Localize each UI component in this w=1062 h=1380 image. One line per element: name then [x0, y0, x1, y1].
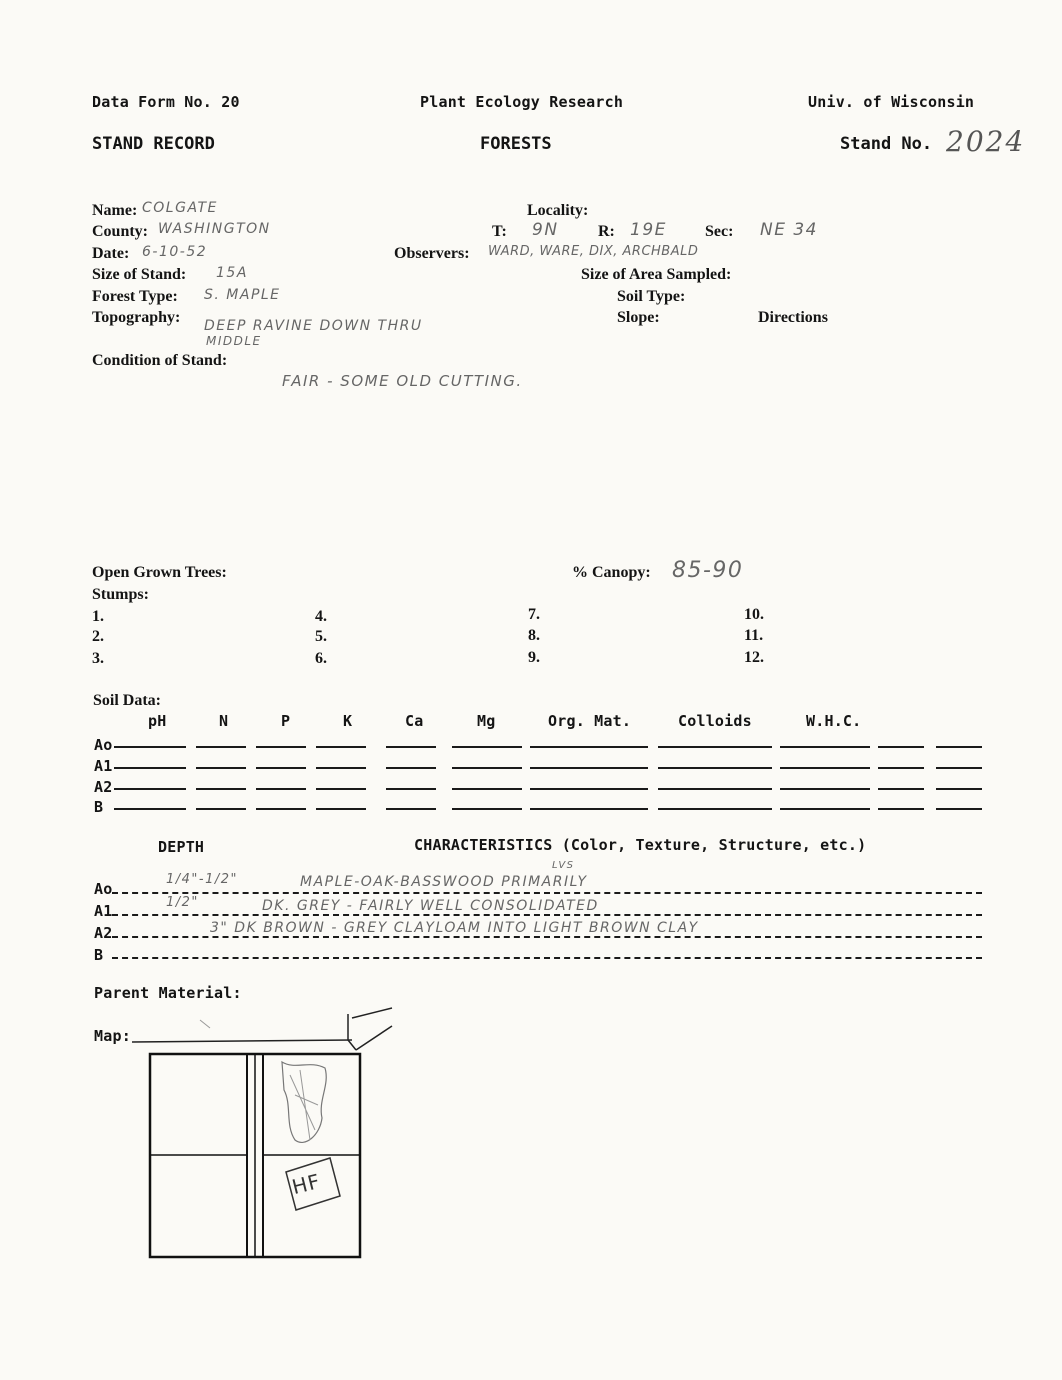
size-value: 15A: [216, 265, 248, 281]
soil-col-n: N: [219, 712, 229, 730]
forest-type-value: S. MAPLE: [204, 287, 281, 303]
sec-value: NE 34: [760, 220, 818, 240]
stump-number: 11.: [744, 627, 764, 644]
soil-col-p: P: [281, 712, 291, 730]
r-value: 19E: [630, 220, 667, 240]
condition-label: Condition of Stand:: [92, 352, 228, 369]
stump-number: 4.: [315, 608, 327, 625]
stump-number: 1.: [92, 608, 104, 625]
soil-row-a1: A1: [94, 757, 113, 775]
form-number: Data Form No. 20: [92, 93, 240, 111]
university: Univ. of Wisconsin: [808, 93, 975, 111]
ao-characteristics: MAPLE-OAK-BASSWOOD PRIMARILY: [300, 874, 588, 890]
forest-type-label: Forest Type:: [92, 288, 178, 305]
open-grown-trees-label: Open Grown Trees:: [92, 564, 227, 581]
map-label: Map:: [94, 1027, 131, 1045]
observers-value: WARD, WARE, DIX, ARCHBALD: [488, 244, 699, 259]
record-title: STAND RECORD: [92, 134, 215, 154]
stumps-label: Stumps:: [92, 586, 149, 603]
locality-label: Locality:: [527, 202, 589, 219]
soil-row-ao: Ao: [94, 736, 113, 754]
depth-row-ao: Ao: [94, 880, 113, 898]
category-title: FORESTS: [480, 134, 552, 154]
depth-row-b: B: [94, 946, 104, 964]
sec-label: Sec:: [705, 223, 734, 240]
stump-number: 9.: [528, 649, 540, 666]
stump-number: 12.: [744, 649, 764, 666]
stand-number-label: Stand No.: [840, 134, 933, 154]
stump-number: 2.: [92, 628, 104, 645]
parent-material-label: Parent Material:: [94, 984, 242, 1002]
stump-number: 6.: [315, 650, 327, 667]
observers-label: Observers:: [394, 245, 470, 262]
soil-col-k: K: [343, 712, 353, 730]
soil-col-colloids: Colloids: [678, 712, 752, 730]
organization: Plant Ecology Research: [420, 93, 624, 111]
stump-number: 5.: [315, 628, 327, 645]
canopy-value: 85-90: [672, 558, 744, 583]
stump-number: 8.: [528, 627, 540, 644]
soil-row-a2: A2: [94, 778, 113, 796]
date-label: Date:: [92, 245, 130, 262]
t-label: T:: [492, 223, 507, 240]
soil-col-ph: pH: [148, 712, 167, 730]
map-marker-hf: HF: [289, 1168, 324, 1200]
ao-superscript: LVS: [552, 860, 575, 871]
county-value: WASHINGTON: [158, 221, 271, 237]
depth-row-a2: A2: [94, 924, 113, 942]
name-value: COLGATE: [142, 200, 218, 216]
soil-col-mg: Mg: [477, 712, 496, 730]
county-label: County:: [92, 223, 149, 240]
stump-number: 7.: [528, 606, 540, 623]
stand-number-value: 2024: [946, 125, 1026, 158]
characteristics-label: CHARACTERISTICS (Color, Texture, Structure, etc.): [414, 836, 867, 854]
soil-col-org-mat: Org. Mat.: [548, 712, 632, 730]
a1-characteristics: DK. GREY - FAIRLY WELL CONSOLIDATED: [262, 898, 599, 914]
depth-label: DEPTH: [158, 838, 205, 856]
soil-col-ca: Ca: [405, 712, 424, 730]
slope-label: Slope:: [617, 309, 660, 326]
r-label: R:: [598, 223, 615, 240]
t-value: 9N: [532, 220, 559, 240]
a2-characteristics: 3" DK BROWN - GREY CLAYLOAM INTO LIGHT BROWN CLAY: [210, 920, 699, 936]
soil-col-whc: W.H.C.: [806, 712, 862, 730]
date-value: 6-10-52: [142, 244, 208, 260]
stump-number: 10.: [744, 606, 764, 623]
soil-data-label: Soil Data:: [93, 692, 161, 709]
soil-row-b: B: [94, 798, 104, 816]
depth-row-a1: A1: [94, 902, 113, 920]
size-label: Size of Stand:: [92, 266, 187, 283]
a1-depth-value: 1/2": [166, 895, 199, 910]
canopy-label: % Canopy:: [572, 564, 651, 581]
stump-number: 3.: [92, 650, 104, 667]
ao-depth-value: 1/4"-1/2": [166, 872, 238, 887]
soil-type-label: Soil Type:: [617, 288, 686, 305]
topography-label: Topography:: [92, 309, 181, 326]
area-sampled-label: Size of Area Sampled:: [581, 266, 732, 283]
directions-label: Directions: [758, 309, 828, 326]
condition-value: FAIR - SOME OLD CUTTING.: [282, 372, 523, 390]
topography-value-2: MIDDLE: [206, 334, 262, 348]
name-label: Name:: [92, 202, 138, 219]
topography-value: DEEP RAVINE DOWN THRU: [204, 318, 423, 334]
